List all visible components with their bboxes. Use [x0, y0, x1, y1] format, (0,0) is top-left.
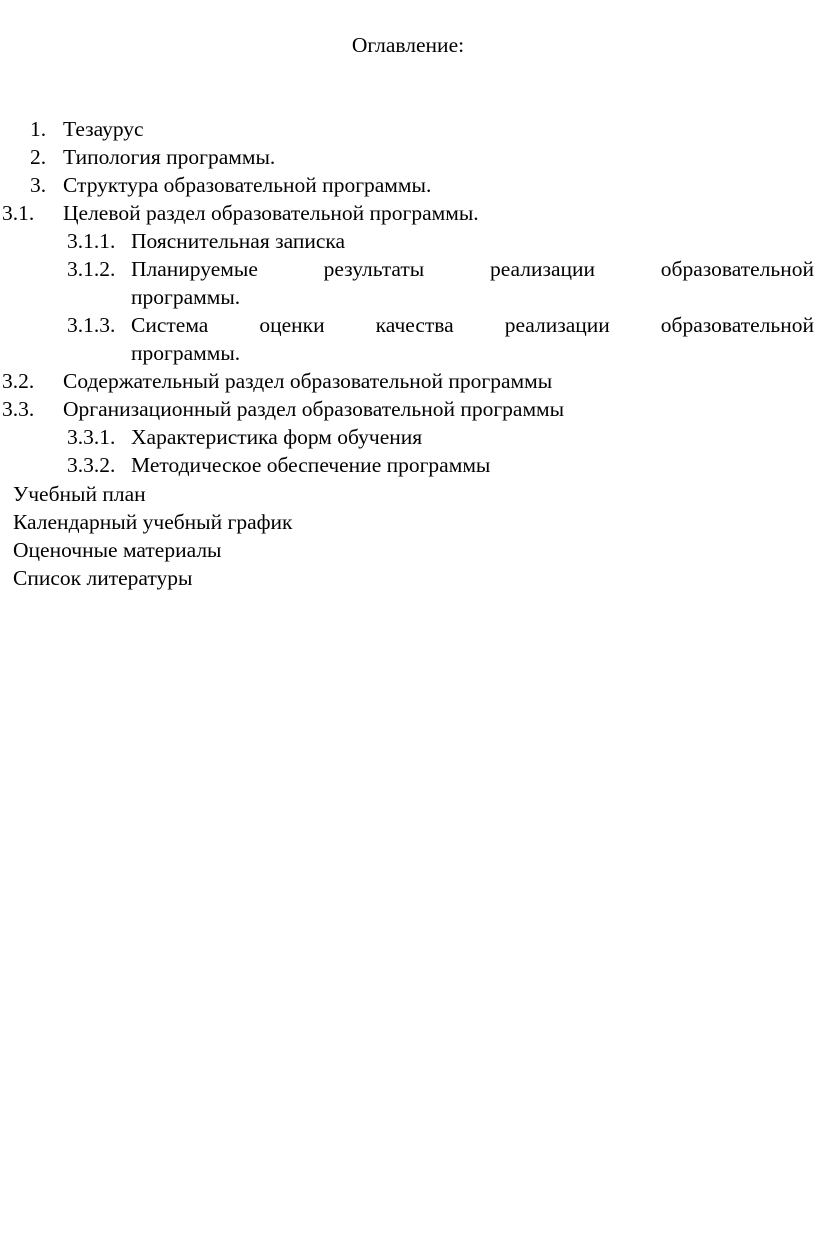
toc-item-continuation: программы. — [131, 341, 241, 365]
toc-item-2 — [0, 143, 816, 171]
toc-item-number: 2. — [30, 145, 47, 169]
toc-item-3-1 — [0, 199, 816, 227]
toc-item-number: 3.3. — [2, 397, 35, 421]
toc-item-text: Методическое обеспечение программы — [131, 453, 491, 477]
toc-item-3-3 — [0, 395, 816, 423]
toc-item-number: 1. — [30, 117, 47, 141]
toc-extra-assessment: Оценочные материалы — [13, 538, 222, 562]
toc-item-3-1-2 — [0, 255, 816, 283]
toc-item-text: Структура образовательной программы. — [63, 173, 432, 197]
toc-item-number: 3.1.3. — [67, 313, 116, 337]
toc-item-text: Пояснительная записка — [131, 229, 346, 253]
toc-item-continuation: программы. — [131, 285, 241, 309]
toc-item-number: 3.3.2. — [67, 453, 116, 477]
toc-extra-schedule: Календарный учебный график — [13, 510, 293, 534]
toc-item-3-3-2 — [0, 451, 816, 479]
toc-item-text: Типология программы. — [63, 145, 276, 169]
toc-title: Оглавление: — [351, 33, 465, 57]
toc-item-3-3-1 — [0, 423, 816, 451]
toc-item-text: Характеристика форм обучения — [131, 425, 423, 449]
toc-item-3 — [0, 171, 816, 199]
toc-item-number: 3.2. — [2, 369, 35, 393]
toc-item-text: Целевой раздел образовательной программы. — [63, 201, 479, 225]
toc-item-3-1-3 — [0, 311, 816, 339]
toc-item-text: Организационный раздел образовательной программы — [63, 397, 565, 421]
toc-item-text: Система оценки качества реализации образовательной — [131, 313, 814, 337]
toc-item-text: Планируемые результаты реализации образовательной — [131, 257, 814, 281]
toc-item-number: 3.1.2. — [67, 257, 116, 281]
toc-item-text: Тезаурус — [63, 117, 144, 141]
toc-item-1 — [0, 115, 816, 143]
toc-item-number: 3.1. — [2, 201, 35, 225]
toc-item-text: Содержательный раздел образовательной программы — [63, 369, 553, 393]
toc-extra-study-plan: Учебный план — [13, 482, 146, 506]
toc-extra-literature: Список литературы — [13, 566, 193, 590]
toc-item-number: 3.1.1. — [67, 229, 116, 253]
toc-item-3-2 — [0, 367, 816, 395]
toc-item-number: 3. — [30, 173, 47, 197]
toc-item-3-1-1 — [0, 227, 816, 255]
toc-item-number: 3.3.1. — [67, 425, 116, 449]
